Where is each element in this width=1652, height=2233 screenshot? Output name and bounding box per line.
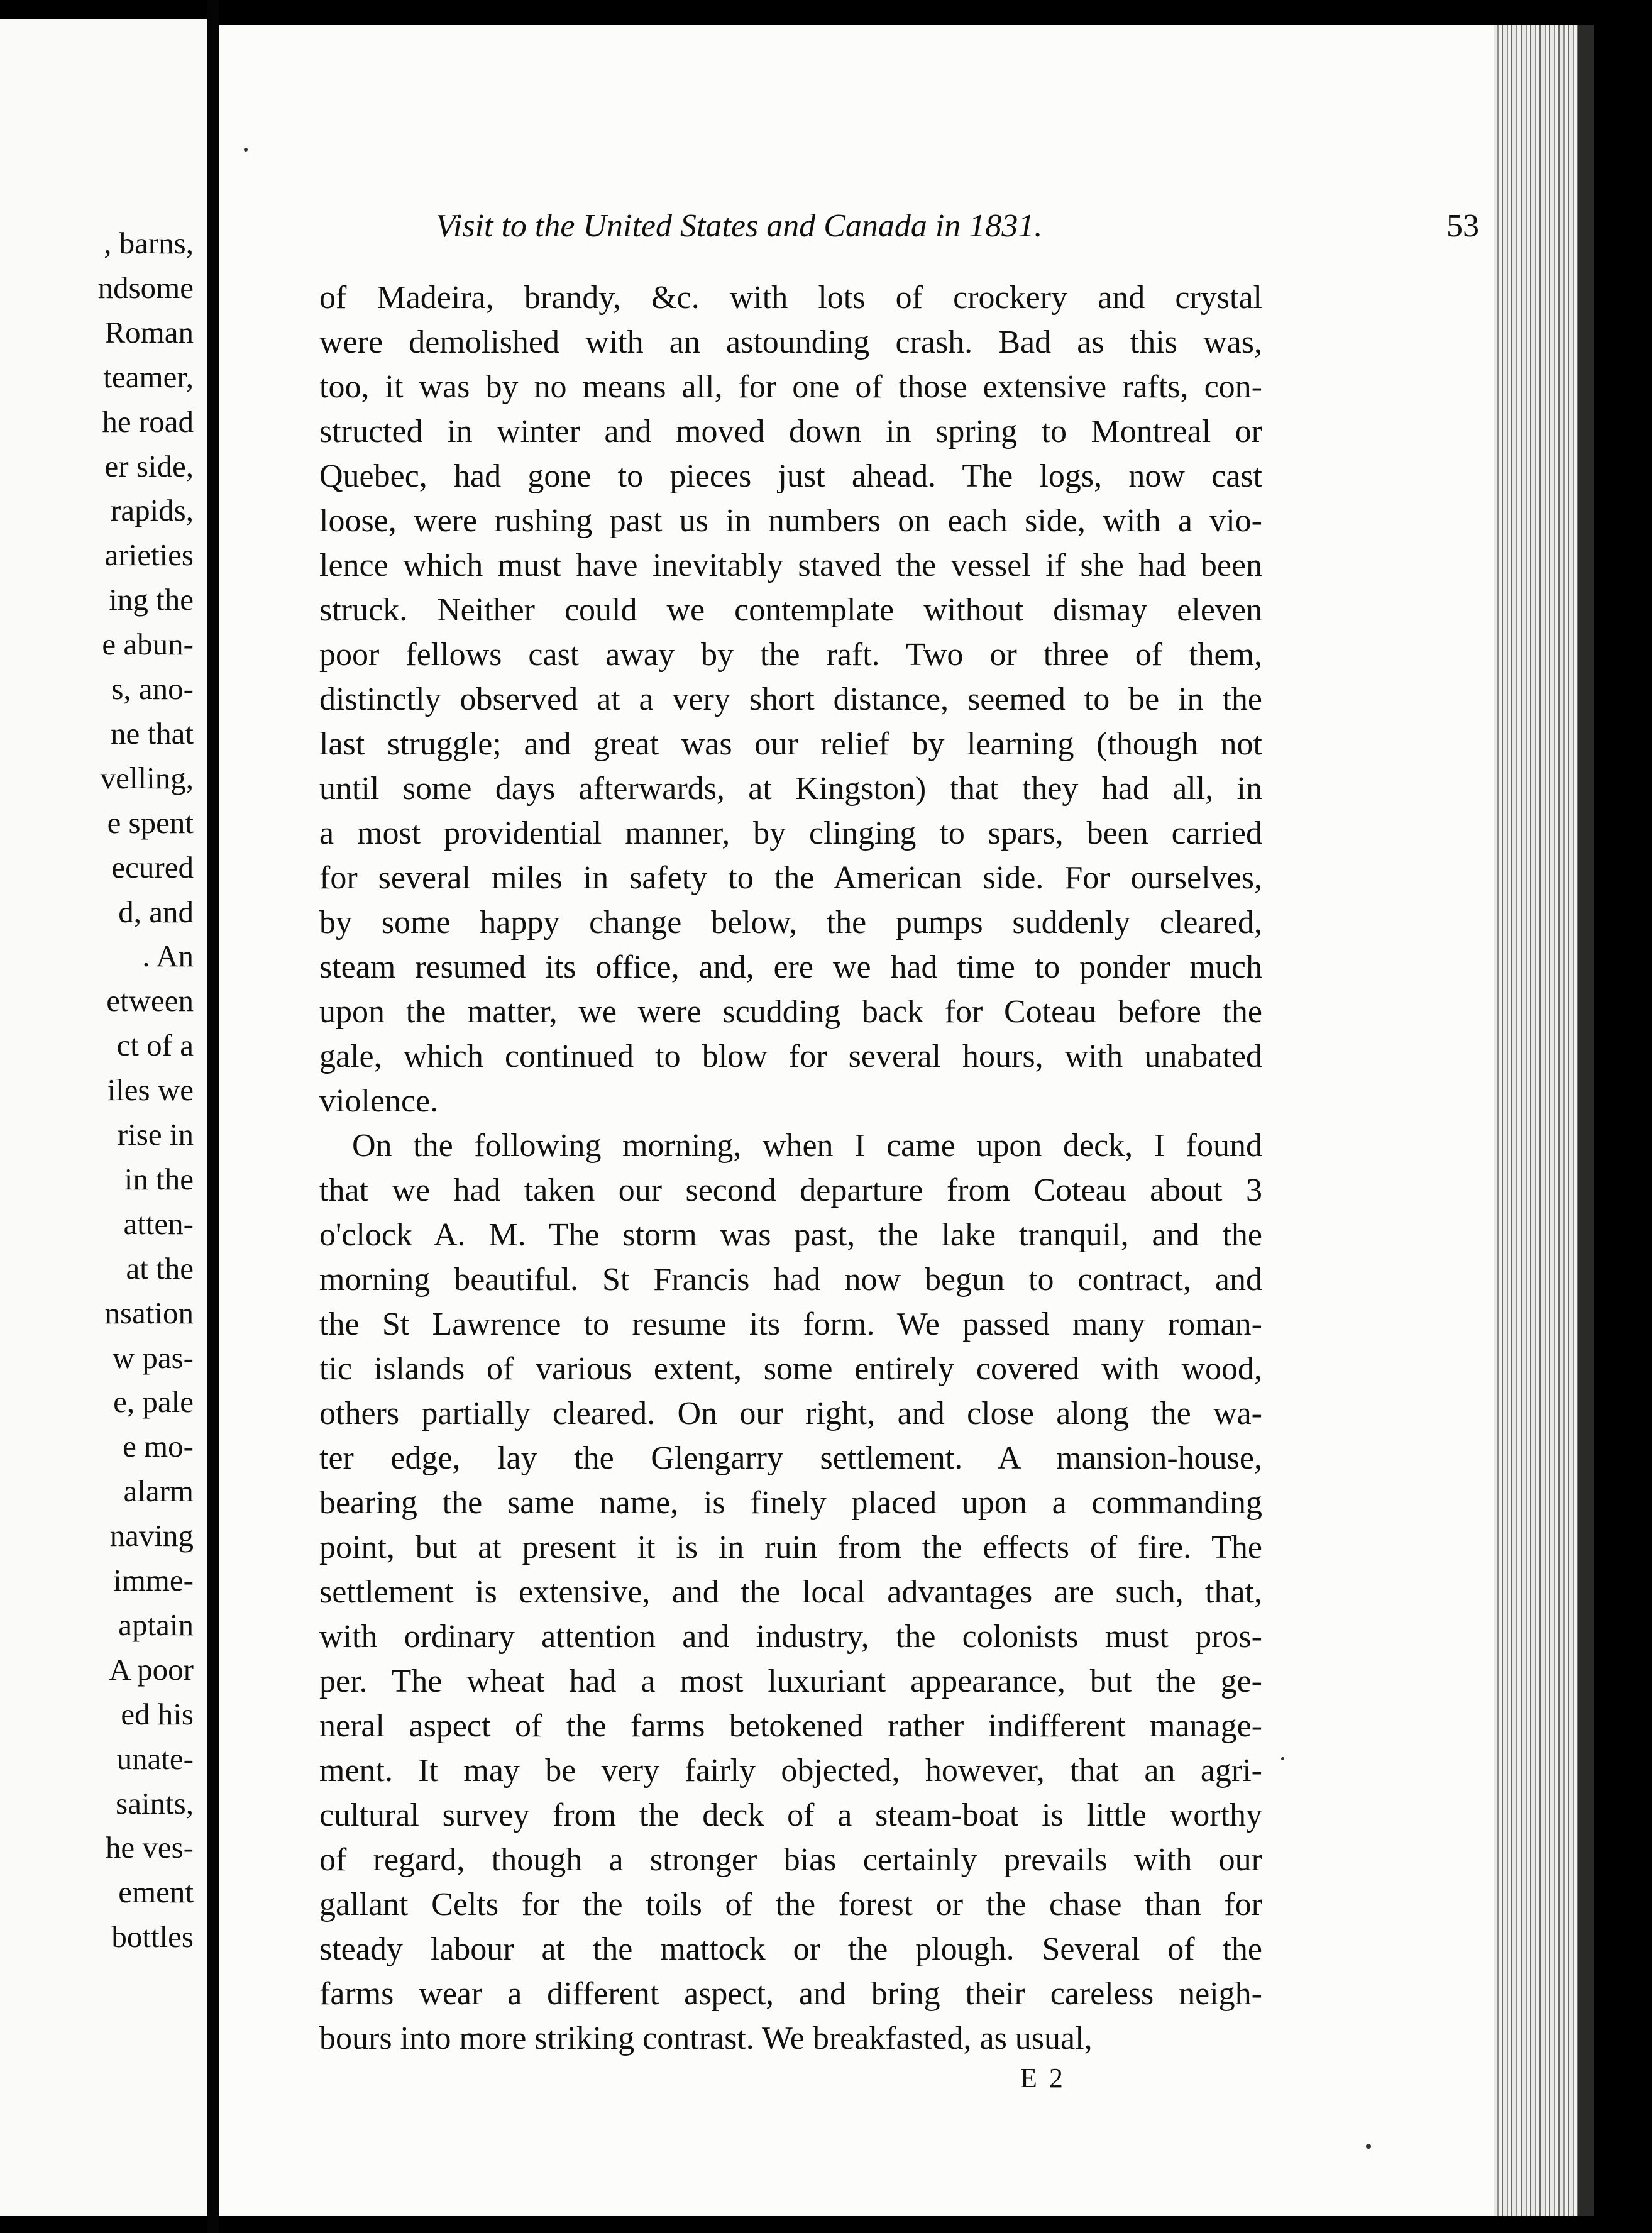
page-number: 53 [1446, 208, 1479, 244]
page-edge-stack [1494, 25, 1594, 2216]
body-line: ter edge, lay the Glengarry settlement. A mansion-house, [319, 1440, 1262, 1476]
left-page-line-fragment: alarm [123, 1474, 194, 1508]
body-line: loose, were rushing past us in numbers on each side, with a vio- [319, 503, 1262, 539]
left-page-line-fragment: naving [109, 1518, 194, 1553]
body-line: steady labour at the mattock or the plough. Several of the [319, 1931, 1262, 1967]
left-page-line-fragment: ecured [111, 850, 194, 885]
body-line: o'clock A. M. The storm was past, the lake tranquil, and the [319, 1217, 1262, 1253]
left-page-line-fragment: ne that [111, 716, 194, 751]
left-page-line-fragment: s, ano- [111, 671, 194, 706]
body-line: that we had taken our second departure from Coteau about 3 [319, 1172, 1262, 1208]
body-line: were demolished with an astounding crash. Bad as this was, [319, 324, 1262, 360]
body-line: bearing the same name, is finely placed upon a commanding [319, 1485, 1262, 1521]
left-page-line-fragment: w pas- [112, 1340, 194, 1375]
left-page-line-fragment: atten- [123, 1206, 194, 1241]
left-page-line-fragment: e spent [107, 805, 194, 840]
body-line: violence. [319, 1083, 439, 1119]
left-page-line-fragment: he ves- [105, 1830, 194, 1865]
body-line: until some days afterwards, at Kingston) that they had all, in [319, 771, 1262, 807]
left-page-line-fragment: aptain [118, 1607, 194, 1642]
body-line: Quebec, had gone to pieces just ahead. The logs, now cast [319, 458, 1262, 494]
body-line: distinctly observed at a very short distance, seemed to be in the [319, 681, 1262, 717]
body-line: upon the matter, we were scudding back for Coteau before the [319, 994, 1262, 1030]
running-head [436, 207, 1479, 251]
left-page-line-fragment: rise in [117, 1117, 194, 1152]
body-line: morning beautiful. St Francis had now begun to contract, and [319, 1262, 1262, 1298]
body-line: structed in winter and moved down in spring to Montreal or [319, 414, 1262, 449]
body-line: farms wear a different aspect, and bring their careless neigh- [319, 1976, 1262, 2012]
body-line: neral aspect of the farms betokened rather indifferent manage- [319, 1708, 1262, 1744]
left-page-line-fragment: ement [118, 1875, 194, 1909]
body-line: with ordinary attention and industry, the colonists must pros- [319, 1619, 1262, 1655]
body-line: ment. It may be very fairly objected, however, that an agri- [319, 1753, 1262, 1789]
left-page-line-fragment: Roman [104, 315, 194, 350]
left-page-line-fragment: iles we [107, 1072, 194, 1107]
left-page-line-fragment: teamer, [103, 360, 194, 394]
left-page-line-fragment: etween [106, 983, 194, 1018]
left-page-line-fragment: nsation [104, 1296, 194, 1330]
left-page-line-fragment: bottles [111, 1919, 194, 1954]
left-page-line-fragment: . An [142, 939, 194, 973]
facing-page-left [0, 19, 207, 2216]
body-line: for several miles in safety to the American side. For ourselves, [319, 860, 1262, 896]
left-page-line-fragment: ct of a [116, 1028, 194, 1062]
left-page-line-fragment: er side, [104, 449, 194, 483]
body-line: per. The wheat had a most luxuriant appearance, but the ge- [319, 1663, 1262, 1699]
body-line: tic islands of various extent, some entirely covered with wood, [319, 1351, 1262, 1387]
ink-speck [244, 148, 248, 152]
left-page-line-fragment: he road [102, 404, 194, 439]
body-line: lence which must have inevitably staved the vessel if she had been [319, 548, 1262, 583]
left-page-line-fragment: , barns, [104, 226, 194, 260]
body-line: gallant Celts for the toils of the forest or the chase than for [319, 1887, 1262, 1922]
ink-speck [1366, 2144, 1371, 2149]
left-page-line-fragment: imme- [113, 1563, 194, 1597]
left-page-line-fragment: in the [124, 1162, 194, 1196]
book-gutter [207, 0, 219, 2233]
body-line: steam resumed its office, and, ere we had time to ponder much [319, 949, 1262, 985]
left-page-line-fragment: velling, [100, 761, 194, 795]
body-line: of Madeira, brandy, &c. with lots of crockery and crystal [319, 280, 1262, 316]
body-line: point, but at present it is in ruin from the effects of fire. The [319, 1530, 1262, 1565]
body-line: bours into more striking contrast. We breakfasted, as usual, [319, 2021, 1093, 2056]
running-title: Visit to the United States and Canada in 1831. [436, 208, 1043, 244]
body-line: too, it was by no means all, for one of those extensive rafts, con- [319, 369, 1262, 405]
left-page-line-fragment: e mo- [123, 1429, 194, 1464]
left-page-line-fragment: e abun- [102, 627, 194, 661]
left-page-line-fragment: unate- [116, 1741, 194, 1776]
body-line: On the following morning, when I came upon deck, I found [352, 1128, 1262, 1164]
cover-edge [1578, 25, 1594, 2216]
body-line: of regard, though a stronger bias certainly prevails with our [319, 1842, 1262, 1878]
left-page-line-fragment: ed his [121, 1697, 194, 1731]
signature-mark: E 2 [1020, 2063, 1066, 2093]
body-line: the St Lawrence to resume its form. We passed many roman- [319, 1306, 1262, 1342]
body-line: settlement is extensive, and the local advantages are such, that, [319, 1574, 1262, 1610]
left-page-line-fragment: ing the [109, 582, 194, 617]
left-page-line-fragment: e, pale [113, 1384, 194, 1419]
left-page-line-fragment: ndsome [97, 270, 194, 305]
body-line: poor fellows cast away by the raft. Two or three of them, [319, 637, 1262, 673]
body-line: gale, which continued to blow for several hours, with unabated [319, 1039, 1262, 1074]
left-page-line-fragment: A poor [109, 1652, 194, 1687]
book-page-53 [219, 25, 1494, 2216]
body-line: cultural survey from the deck of a steam-boat is little worthy [319, 1797, 1262, 1833]
body-line: last struggle; and great was our relief by learning (though not [319, 726, 1262, 762]
left-page-line-fragment: at the [126, 1251, 194, 1286]
left-page-line-fragment: arieties [104, 538, 194, 572]
left-page-line-fragment: d, and [118, 895, 194, 929]
body-line: by some happy change below, the pumps suddenly cleared, [319, 905, 1262, 940]
body-line: a most providential manner, by clinging to spars, been carried [319, 815, 1262, 851]
ink-speck [1281, 1757, 1284, 1760]
left-page-line-fragment: saints, [116, 1786, 194, 1821]
body-text [319, 275, 1262, 2061]
left-page-line-fragment: rapids, [111, 493, 194, 527]
body-line: others partially cleared. On our right, and close along the wa- [319, 1396, 1262, 1431]
body-line: struck. Neither could we contemplate without dismay eleven [319, 592, 1262, 628]
